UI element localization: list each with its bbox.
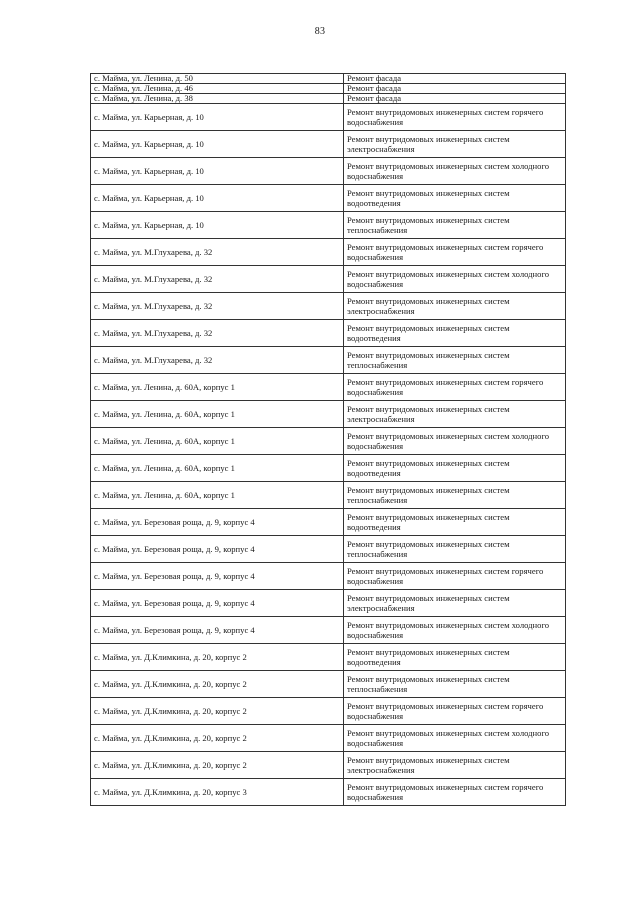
work-type-cell: Ремонт внутридомовых инженерных систем теплоснабжения: [344, 536, 566, 563]
table-row: [91, 347, 566, 374]
work-type-cell: Ремонт внутридомовых инженерных систем водоотведения: [344, 509, 566, 536]
address-cell: с. Майма, ул. Ленина, д. 50: [91, 74, 344, 84]
address-cell: с. Майма, ул. Карьерная, д. 10: [91, 158, 344, 185]
table-row: [91, 212, 566, 239]
address-cell: с. Майма, ул. Ленина, д. 60А, корпус 1: [91, 401, 344, 428]
work-type-cell: Ремонт внутридомовых инженерных систем водоотведения: [344, 644, 566, 671]
work-type-cell: Ремонт внутридомовых инженерных систем холодного водоснабжения: [344, 617, 566, 644]
work-type-cell: Ремонт внутридомовых инженерных систем водоотведения: [344, 185, 566, 212]
work-type-cell: Ремонт внутридомовых инженерных систем электроснабжения: [344, 752, 566, 779]
table-row: [91, 725, 566, 752]
work-type-cell: Ремонт внутридомовых инженерных систем холодного водоснабжения: [344, 266, 566, 293]
address-cell: с. Майма, ул. Ленина, д. 46: [91, 84, 344, 94]
work-type-cell: Ремонт внутридомовых инженерных систем теплоснабжения: [344, 212, 566, 239]
table-row: [91, 84, 566, 94]
table-row: [91, 536, 566, 563]
work-type-cell: Ремонт внутридомовых инженерных систем водоотведения: [344, 455, 566, 482]
table-row: [91, 320, 566, 347]
work-type-cell: Ремонт внутридомовых инженерных систем горячего водоснабжения: [344, 239, 566, 266]
work-type-cell: Ремонт фасада: [344, 84, 566, 94]
work-type-cell: Ремонт фасада: [344, 74, 566, 84]
work-type-cell: Ремонт внутридомовых инженерных систем электроснабжения: [344, 293, 566, 320]
address-cell: с. Майма, ул. М.Глухарева, д. 32: [91, 320, 344, 347]
address-cell: с. Майма, ул. Д.Климкина, д. 20, корпус 2: [91, 752, 344, 779]
address-cell: с. Майма, ул. Березовая роща, д. 9, корпус 4: [91, 509, 344, 536]
work-type-cell: Ремонт внутридомовых инженерных систем горячего водоснабжения: [344, 104, 566, 131]
address-cell: с. Майма, ул. Карьерная, д. 10: [91, 212, 344, 239]
address-cell: с. Майма, ул. Карьерная, д. 10: [91, 104, 344, 131]
work-type-cell: Ремонт внутридомовых инженерных систем горячего водоснабжения: [344, 698, 566, 725]
table-row: [91, 266, 566, 293]
table-row: [91, 563, 566, 590]
address-cell: с. Майма, ул. Д.Климкина, д. 20, корпус 2: [91, 725, 344, 752]
address-cell: с. Майма, ул. М.Глухарева, д. 32: [91, 239, 344, 266]
address-cell: с. Майма, ул. Ленина, д. 60А, корпус 1: [91, 428, 344, 455]
table-row: [91, 104, 566, 131]
table-row: [91, 401, 566, 428]
work-type-cell: Ремонт внутридомовых инженерных систем электроснабжения: [344, 590, 566, 617]
table-row: [91, 131, 566, 158]
address-cell: с. Майма, ул. М.Глухарева, д. 32: [91, 293, 344, 320]
work-type-cell: Ремонт внутридомовых инженерных систем холодного водоснабжения: [344, 725, 566, 752]
work-type-cell: Ремонт внутридомовых инженерных систем холодного водоснабжения: [344, 428, 566, 455]
work-type-cell: Ремонт внутридомовых инженерных систем горячего водоснабжения: [344, 563, 566, 590]
table-row: [91, 374, 566, 401]
table-row: [91, 590, 566, 617]
table-row: [91, 74, 566, 84]
address-cell: с. Майма, ул. Березовая роща, д. 9, корпус 4: [91, 617, 344, 644]
table-row: [91, 779, 566, 806]
address-cell: с. Майма, ул. Д.Климкина, д. 20, корпус 2: [91, 698, 344, 725]
work-type-cell: Ремонт внутридомовых инженерных систем электроснабжения: [344, 401, 566, 428]
table-row: [91, 293, 566, 320]
table-row: [91, 752, 566, 779]
work-type-cell: Ремонт внутридомовых инженерных систем холодного водоснабжения: [344, 158, 566, 185]
work-type-cell: Ремонт внутридомовых инженерных систем теплоснабжения: [344, 482, 566, 509]
address-cell: с. Майма, ул. Карьерная, д. 10: [91, 185, 344, 212]
page-number: 83: [314, 26, 326, 37]
work-type-cell: Ремонт внутридомовых инженерных систем теплоснабжения: [344, 671, 566, 698]
table-row: [91, 428, 566, 455]
address-cell: с. Майма, ул. Березовая роща, д. 9, корпус 4: [91, 563, 344, 590]
address-cell: с. Майма, ул. Д.Климкина, д. 20, корпус 2: [91, 644, 344, 671]
table-row: [91, 671, 566, 698]
address-cell: с. Майма, ул. М.Глухарева, д. 32: [91, 266, 344, 293]
table-row: [91, 617, 566, 644]
address-cell: с. Майма, ул. Ленина, д. 38: [91, 94, 344, 104]
work-type-cell: Ремонт внутридомовых инженерных систем теплоснабжения: [344, 347, 566, 374]
table-row: [91, 455, 566, 482]
address-cell: с. Майма, ул. Березовая роща, д. 9, корпус 4: [91, 590, 344, 617]
work-type-cell: Ремонт фасада: [344, 94, 566, 104]
table-row: [91, 644, 566, 671]
table-row: [91, 239, 566, 266]
table-row: [91, 185, 566, 212]
address-cell: с. Майма, ул. Д.Климкина, д. 20, корпус 2: [91, 671, 344, 698]
works-table: [90, 73, 566, 806]
address-cell: с. Майма, ул. М.Глухарева, д. 32: [91, 347, 344, 374]
address-cell: с. Майма, ул. Карьерная, д. 10: [91, 131, 344, 158]
table-row: [91, 158, 566, 185]
work-type-cell: Ремонт внутридомовых инженерных систем водоотведения: [344, 320, 566, 347]
address-cell: с. Майма, ул. Ленина, д. 60А, корпус 1: [91, 455, 344, 482]
work-type-cell: Ремонт внутридомовых инженерных систем горячего водоснабжения: [344, 374, 566, 401]
work-type-cell: Ремонт внутридомовых инженерных систем электроснабжения: [344, 131, 566, 158]
address-cell: с. Майма, ул. Д.Климкина, д. 20, корпус 3: [91, 779, 344, 806]
table-row: [91, 94, 566, 104]
work-type-cell: Ремонт внутридомовых инженерных систем горячего водоснабжения: [344, 779, 566, 806]
table-row: [91, 482, 566, 509]
address-cell: с. Майма, ул. Ленина, д. 60А, корпус 1: [91, 482, 344, 509]
address-cell: с. Майма, ул. Березовая роща, д. 9, корпус 4: [91, 536, 344, 563]
table-row: [91, 509, 566, 536]
table-row: [91, 698, 566, 725]
address-cell: с. Майма, ул. Ленина, д. 60А, корпус 1: [91, 374, 344, 401]
